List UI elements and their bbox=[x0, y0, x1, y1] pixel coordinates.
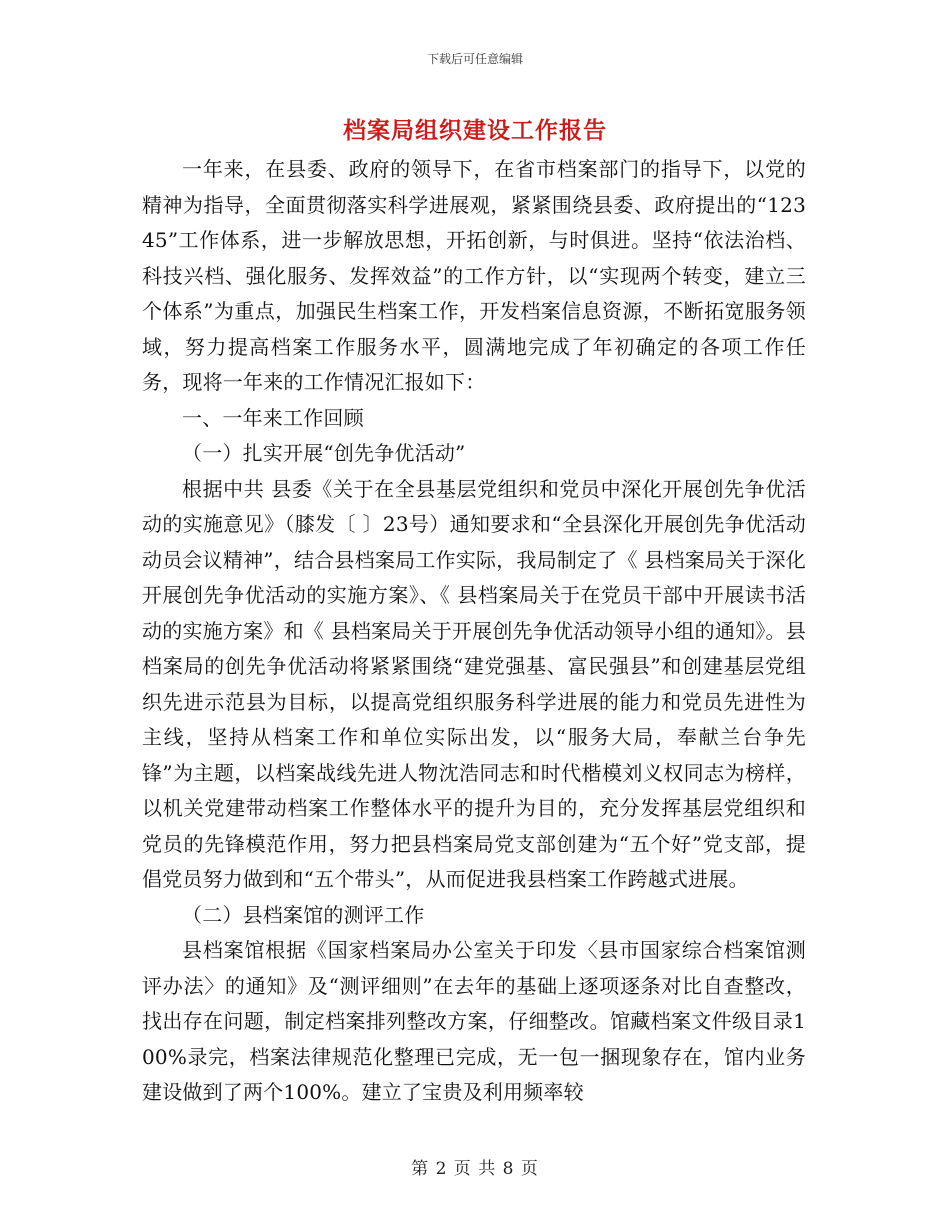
page-header-note: 下载后可任意编辑 bbox=[426, 52, 523, 66]
document-title: 档案局组织建设工作报告 bbox=[343, 117, 607, 144]
subsection-heading-1: （一）扎实开展“创先争优活动” bbox=[182, 441, 466, 465]
document-body bbox=[142, 152, 806, 1111]
body-paragraph-2: 县档案馆根据《国家档案局办公室关于印发〈县市国家综合档案馆测评办法〉的通知》及“测评细则”在去年的基础上逐项逐条对比自查整改，找出存在问题，制定档案排列整改方案，仔细整改。馆藏档案文件级目录100%录完，档案法律规范化整理已完成，无一包一捆现象存在，馆内业务建设做到了两个100%。建立了宝贵及利用频率较 bbox=[142, 938, 806, 1104]
intro-paragraph: 一年来，在县委、政府的领导下，在省市档案部门的指导下，以党的 精神为指导，全面贯彻落实科学进展观，紧紧围绕县委、政府提出的“12345”工作体系，进一步解放思想，开拓创新，与时俱进。坚持“依法治档、科技兴档、强化服务、发挥效益”的工作方针，以“实现两个转变，建立三个体系”为重点，加强民生档案工作，开发档案信息资源，不断拓宽服务领域，努力提高档案工作服务水平，圆满地完成了年初确定的各项工作任务，现将一年来的工作情况汇报如下： bbox=[142, 157, 806, 394]
body-paragraph-1: 根据中共 县委《关于在全县基层党组织和党员中深化开展创先争优活动的实施意见》（膝发〔 〕23号）通知要求和“全县深化开展创先争优活动动员会议精神”，结合县档案局工作实际，我局制定了《 县档案局关于深化开展创先争优活动的实施方案》、《 县档案局关于在党员干部中开展读书活动的实施方案》和《 县档案局关于开展创先争优活动领导小组的通知》。县档案局的创先争优活动将紧紧围绕“建党强基、富民强县”和创建基层党组织先进示范县为目标，以提高党组织服务科学进展的能力和党员先进性为主线，坚持从档案工作和单位实际出发，以“服务大局，奉献兰台争先锋”为主题，以档案战线先进人物沈浩同志和时代楷模刘义权同志为榜样，以机关党建带动档案工作整体水平的提升为目的，充分发挥基层党组织和党员的先锋模范作用，努力把县档案局党支部创建为“五个好”党支部，提倡党员努力做到和“五个带头”，从而促进我县档案工作跨越式进展。 bbox=[142, 476, 806, 891]
subsection-heading-2: （二）县档案馆的测评工作 bbox=[182, 902, 425, 927]
page-number: 第 2 页 共 8 页 bbox=[411, 1159, 539, 1179]
section-heading-review: 一、一年来工作回顾 bbox=[182, 405, 364, 430]
